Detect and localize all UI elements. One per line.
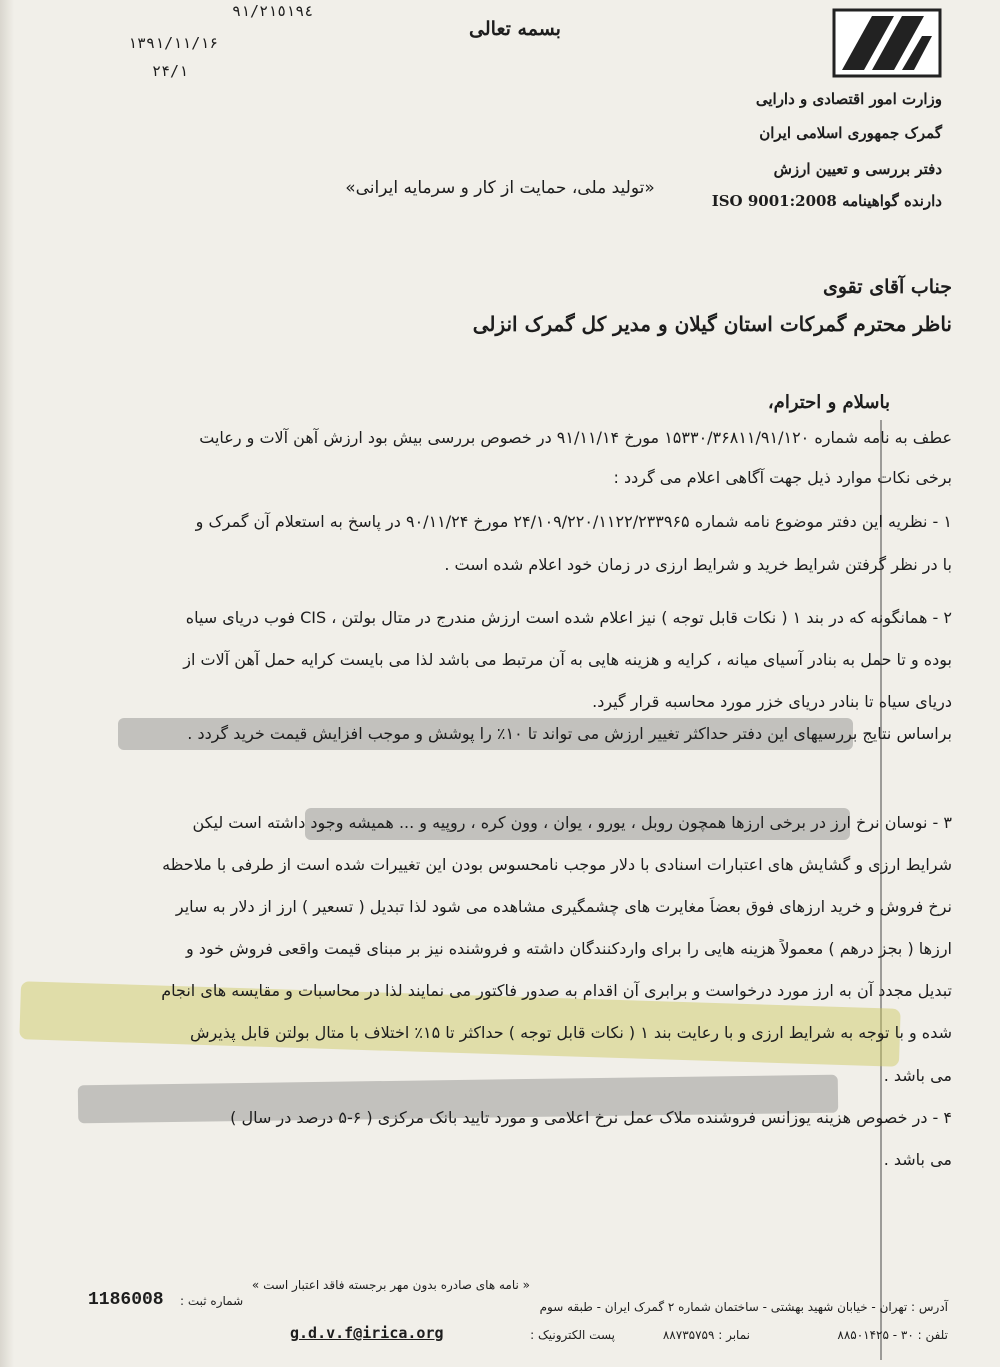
body-line: ارزها ( بجز درهم ) معمولاً هزینه هایی را برای واردکنندگان داشته و فروشنده نیز بر مبنای قیمت واقعی فروش خود و xyxy=(186,939,952,958)
letter-date: ۱۳۹۱/۱۱/۱۶ xyxy=(128,34,219,52)
ministry-line: وزارت امور اقتصادی و دارایی xyxy=(755,90,942,108)
body-line: دریای سیاه تا بنادر دریای خزر مورد محاسبه قرار گیرد. xyxy=(592,692,952,711)
secretariat-label: شماره ثبت : xyxy=(180,1294,244,1308)
footer-phone: تلفن : ۳۰ - ۸۸۵۰۱۴۲۵ xyxy=(837,1328,948,1342)
iso-line: دارنده گواهینامه ISO 9001:2008 xyxy=(711,192,942,210)
attachment-number: ۲۴/۱ xyxy=(152,62,189,80)
salutation: باسلام و احترام، xyxy=(767,392,890,413)
body-line: تبدیل مجدد آن به ارز مورد درخواست و برابری آن اقدام به صدور فاکتور می نمایند لذا در محاسبات و مقایسه های انجام xyxy=(161,981,952,1000)
body-line: ۲ - همانگونه که در بند ۱ ( نکات قابل توجه ) نیز اعلام شده است ارزش مندرج در متال بولتن ، CIS فوب دریای سیاه xyxy=(185,608,952,627)
footer-email-label: پست الکترونیک : xyxy=(530,1328,615,1342)
body-line: نرخ فروش و خرید ارزهای فوق بعضاً مغایرت های چشمگیری مشاهده می شود لذا تبدیل ( تسعیر ) ارز از دلار به سایر xyxy=(175,897,952,916)
addressee-name: جناب آقای تقوی xyxy=(823,276,952,298)
basmala: بسمه تعالی xyxy=(469,18,561,40)
footer-note: « نامه های صادره بدون مهر برجسته فاقد اعتبار است » xyxy=(251,1278,530,1292)
body-line: عطف به نامه شماره ۱۵۳۳۰/۳۶۸۱۱/۹۱/۱۲۰ مورخ ۹۱/۱۱/۱۴ در خصوص بررسی بیش بود ارزش آهن آلات و رعایت xyxy=(199,428,952,447)
slogan: «تولید ملی، حمایت از کار و سرمایه ایرانی» xyxy=(345,178,655,198)
body-line: بوده و تا حمل به بنادر آسیای میانه ، کرایه و هزینه هایی به آن مرتبط می باشد لذا می بایست کرایه حمل آهن آلات از xyxy=(183,650,952,669)
addressee-title: ناظر محترم گمرکات استان گیلان و مدیر کل گمرک انزلی xyxy=(472,312,952,336)
customs-logo-icon xyxy=(832,8,942,78)
scan-edge-shadow xyxy=(0,0,14,1367)
body-line: برخی نکات موارد ذیل جهت آگاهی اعلام می گردد : xyxy=(613,468,952,487)
footer-email: g.d.v.f@irica.org xyxy=(290,1324,444,1342)
body-line: ۳ - نوسان نرخ ارز در برخی ارزها همچون روبل ، یورو ، یوان ، وون کره ، روپیه و ... همیشه وجود داشته است لیکن xyxy=(192,813,952,832)
body-line: ۱ - نظریه این دفتر موضوع نامه شماره ۲۴/۱۰۹/۲۲۰/۱۱۲۲/۲۳۳۹۶۵ مورخ ۹۰/۱۱/۲۴ در پاسخ به استعلام آن گمرک و xyxy=(195,512,952,531)
customs-line: گمرک جمهوری اسلامی ایران xyxy=(759,124,942,142)
footer-address: آدرس : تهران - خیابان شهید بهشتی - ساختمان شماره ۲ گمرک ایران - طبقه سوم xyxy=(539,1300,948,1314)
body-line: براساس نتایج بررسیهای این دفتر حداکثر تغییر ارزش می تواند تا ۱۰٪ را پوشش و موجب افزایش قیمت خرید گردد . xyxy=(187,724,952,743)
office-line: دفتر بررسی و تعیین ارزش xyxy=(773,160,942,178)
body-line: شده و با توجه به شرایط ارزی و با رعایت بند ۱ ( نکات قابل توجه ) حداکثر تا ۱۵٪ اختلاف با متال بولتن قابل پذیرش xyxy=(190,1023,952,1042)
body-line: می باشد . xyxy=(883,1066,952,1085)
body-line: می باشد . xyxy=(883,1150,952,1169)
body-line: ۴ - در خصوص هزینه یوزانس فروشنده ملاک عمل نرخ اعلامی و مورد تایید بانک مرکزی ( ۶-۵ درصد در سال ) xyxy=(230,1108,952,1127)
footer-fax: نمابر : ۸۸۷۳۵۷۵۹ xyxy=(662,1328,750,1342)
body-line: شرایط ارزی و گشایش های اعتبارات اسنادی با دلار موجب نامحسوس بودن این تغییرات شده است از طرفی با ملاحظه xyxy=(162,855,952,874)
ref-number: ٩١/٢١٥١٩٤ xyxy=(232,2,314,20)
body-line: با در نظر گرفتن شرایط خرید و شرایط ارزی در زمان خود اعلام شده است . xyxy=(444,555,952,574)
secretariat-number: 1186008 xyxy=(88,1290,164,1310)
